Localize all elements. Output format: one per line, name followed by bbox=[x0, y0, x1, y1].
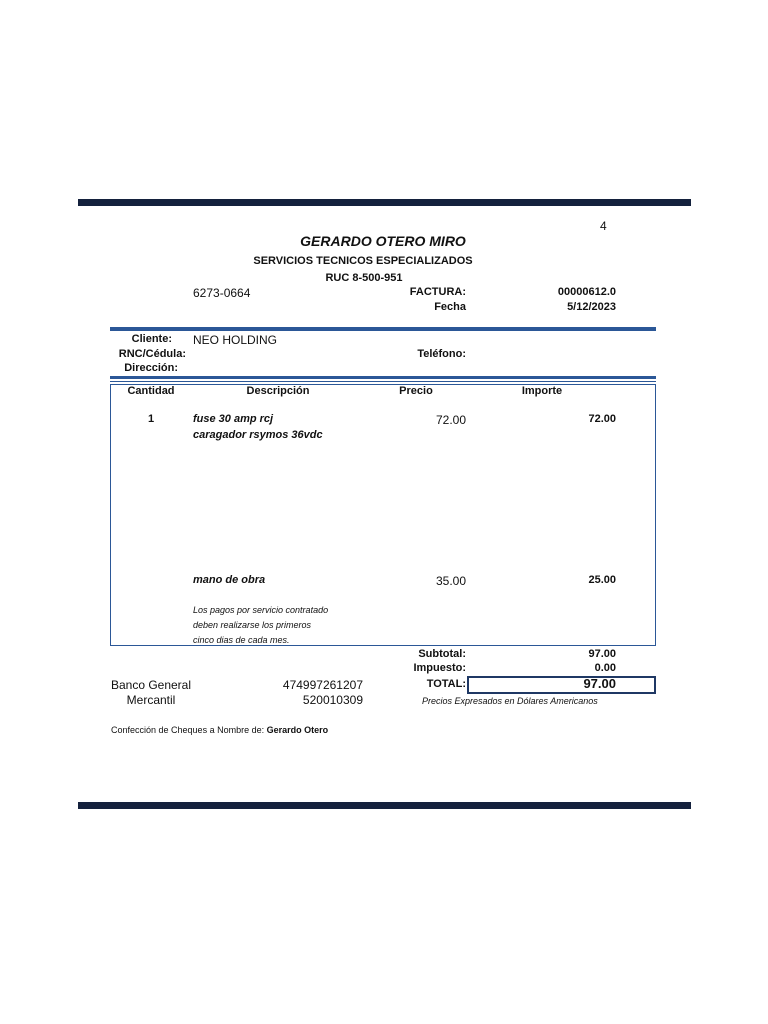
client-top-rule bbox=[110, 327, 656, 331]
company-services: SERVICIOS TECNICOS ESPECIALIZADOS bbox=[253, 255, 473, 267]
header-descripcion: Descripción bbox=[246, 385, 310, 397]
payment-note-line2: deben realizarse los primeros bbox=[193, 620, 312, 630]
currency-note: Precios Expresados en Dólares Americanos bbox=[422, 696, 598, 706]
bank-name-2: Mercantil bbox=[126, 693, 176, 707]
row1-qty: 1 bbox=[147, 413, 155, 425]
company-name: GERARDO OTERO MIRO bbox=[300, 233, 466, 249]
cheques-line bbox=[111, 725, 328, 735]
row2-price: 35.00 bbox=[435, 574, 466, 588]
header-cantidad: Cantidad bbox=[127, 385, 175, 397]
cheques-payee: Gerardo Otero bbox=[266, 725, 329, 735]
bank-account-1: 474997261207 bbox=[282, 678, 363, 692]
rnc-label: RNC/Cédula: bbox=[118, 348, 186, 360]
bank-name-1: Banco General bbox=[110, 678, 192, 692]
cliente-label: Cliente: bbox=[131, 333, 172, 345]
row1-price: 72.00 bbox=[435, 413, 466, 427]
cheques-label: Confección de Cheques a Nombre de: bbox=[111, 725, 265, 735]
table-top-rule-1 bbox=[110, 376, 656, 379]
row2-desc: mano de obra bbox=[193, 574, 266, 586]
impuesto-value: 0.00 bbox=[594, 662, 616, 674]
row2-amount: 25.00 bbox=[588, 574, 616, 586]
fecha-value: 5/12/2023 bbox=[567, 301, 616, 313]
subtotal-label: Subtotal: bbox=[418, 648, 466, 660]
row1-desc-line1: fuse 30 amp rcj bbox=[193, 413, 274, 425]
factura-value: 00000612.0 bbox=[557, 286, 616, 298]
direccion-label: Dirección: bbox=[124, 362, 178, 374]
header-importe: Importe bbox=[521, 385, 563, 397]
top-divider-bar bbox=[78, 199, 691, 206]
total-value: 97.00 bbox=[583, 676, 616, 691]
page-number: 4 bbox=[600, 219, 607, 233]
row1-amount: 72.00 bbox=[588, 413, 616, 425]
impuesto-label: Impuesto: bbox=[413, 662, 466, 674]
bottom-divider-bar bbox=[78, 802, 691, 809]
factura-label: FACTURA: bbox=[409, 286, 466, 298]
company-phone: 6273-0664 bbox=[193, 286, 251, 300]
total-label: TOTAL: bbox=[426, 678, 466, 690]
header-precio: Precio bbox=[399, 385, 433, 397]
company-ruc: RUC 8-500-951 bbox=[325, 272, 403, 284]
fecha-label: Fecha bbox=[434, 301, 466, 313]
telefono-label: Teléfono: bbox=[417, 348, 466, 360]
payment-note-line3: cinco dias de cada mes. bbox=[193, 635, 290, 645]
bank-account-2: 520010309 bbox=[302, 693, 363, 707]
cliente-value: NEO HOLDING bbox=[193, 333, 278, 347]
payment-note-line1: Los pagos por servicio contratado bbox=[193, 605, 329, 615]
row1-desc-line2: caragador rsymos 36vdc bbox=[193, 429, 323, 441]
subtotal-value: 97.00 bbox=[588, 648, 616, 660]
table-top-rule-2 bbox=[110, 381, 656, 382]
